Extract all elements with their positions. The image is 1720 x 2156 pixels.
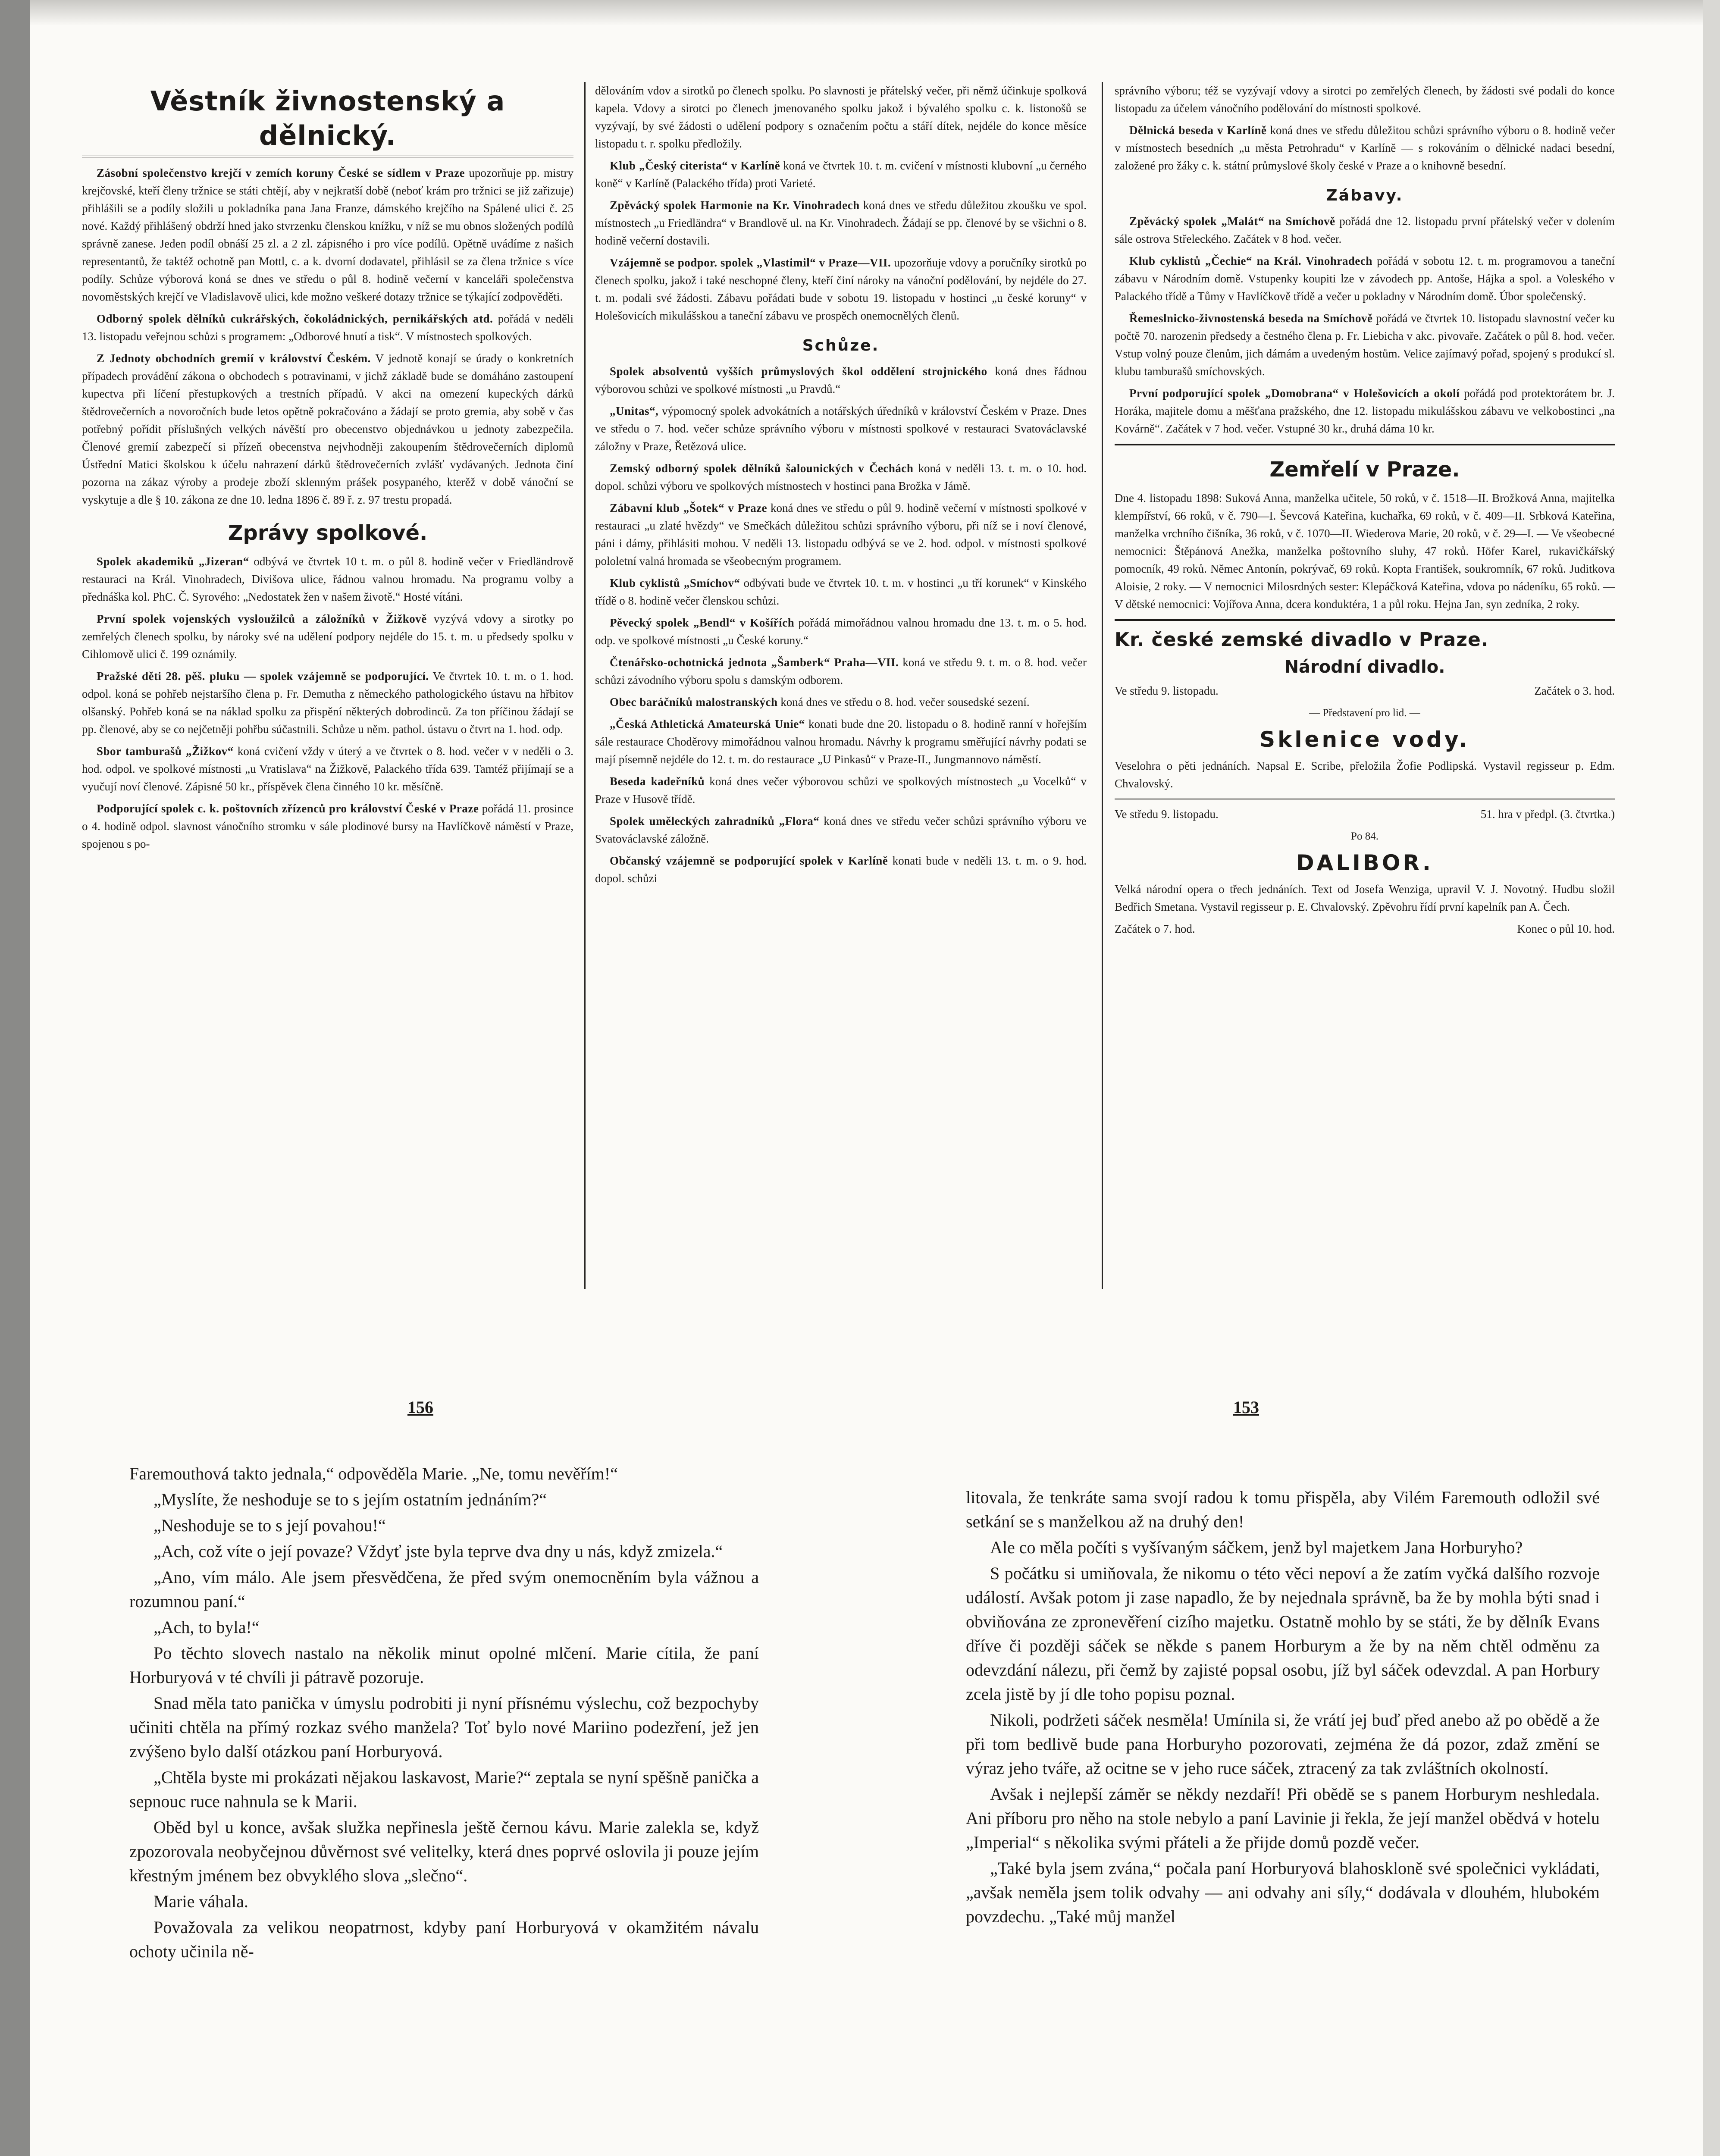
story-paragraph: „Ano, vím málo. Ale jsem přesvědčena, že před svým onemocněním byla vážnou a rozumnou paní.“ [129,1567,759,1611]
notice-text: Ve čtvrtek 10. t. m. o 1. hod. odpol. koná se pohřeb nejstaršího člena p. Fr. Demutha z německého pathologického ústavu na hřbitov olšanský. Pohřeb koná se na náklad spolku za přispění některých dobrodinců. Za ton příčinou žádají se pp. členové, aby se co nejčetněji pohřbu súčastnili. Schůze u něm. pathol. ústavu o čtvrt na 1. hod. odp. [82,670,573,736]
novel-column-left [129,1462,759,1965]
notice-item [82,667,573,738]
story-paragraph: „Neshoduje se to s její povahou!“ [154,1516,386,1535]
story-paragraph: litovala, že tenkráte sama svojí radou k tomu přispěla, aby Vilém Faremouth odložil své setkání se s manželkou až na druhý den! [966,1488,1600,1531]
performance-note: — Představení pro lid. — [1309,707,1420,719]
performance-date: Ve středu 9. listopadu. [1115,684,1219,697]
notice-item [595,197,1087,250]
notice-heading: Klub cyklistů „Smíchov“ [610,577,740,589]
novel-column-right [966,1485,1600,1930]
section-rule [1115,444,1615,445]
notice-item [1115,252,1615,305]
notice-heading: Zásobní společenstvo krejčí v zemích koruny České se sídlem v Praze [97,166,465,179]
notice-item [595,812,1087,848]
notice-item [1115,82,1615,117]
notice-heading: Pražské děti 28. pěš. pluku — spolek vzájemně se podporující. [97,670,429,683]
subscription-number: Po 84. [1351,830,1379,842]
section-rule [1115,619,1615,621]
notice-item [1115,310,1615,380]
notice-item [595,654,1087,689]
story-paragraph: Oběd byl u konce, avšak služka nepřinesla ještě černou kávu. Marie zalekla se, když zpozorovala neobyčejnou důvěrnost své velitelky, která dnes poprvé oslovila ji pouze jejím křestným jménem bez obvyklého slova „slečno“. [129,1818,759,1885]
notice-item [1115,385,1615,438]
notice-text: správního výboru; též se vyzývají vdovy a sirotci po zemřelých členech, by žádosti své podali do konce listopadu za účelem vánočního podělování do místnosti spolkové. [1115,84,1615,115]
performance-row [1115,682,1615,700]
notice-text: pořádá ve čtvrtek 10. listopadu slavnostní večer ku počtě 70. narozenin předsedy a čestného člena p. Fr. Liebicha v akc. pivovaře. Začátek o půl 8. hod. večer. Vstup volný pouze členům, jich dámám a uvedeným hostům. Velice zajímavý pořad, spojený s produkcí sl. klubu tamburašů smíchovských. [1115,312,1615,378]
notice-heading: Klub „Český citerista“ v Karlíně [610,159,780,172]
page-number-left: 156 [407,1398,433,1417]
performance-start: Začátek o 7. hod. [1115,922,1195,935]
notice-heading: Čtenářsko-ochotnická jednota „Šamberk“ Praha—VII. [610,656,899,669]
theatre-section [1115,627,1615,938]
play-title: Sklenice vody. [1259,727,1470,752]
masthead: Věstník živnostenský a dělnický. [82,84,573,157]
story-paragraph: „Myslíte, že neshoduje se to s jejím ostatním jednáním?“ [154,1490,547,1509]
notice-heading: „Unitas“, [610,404,659,417]
notice-text: V jednotě konají se úrady o konkretních případech provádění zákona o obchodech s potravinami, v jichž základě bude se domáháno zastoupení kupectva při líčení přestupkových a trestních případů. V akci na omezení kupeckých dárků štědrovečerních a novoročních bude letos opětně pokračováno a žádají se proto gremia, aby sobě v čas potřebný pořídit příslušných velkých návěští pro obecenstvo objednávkou u jednoty zabezpečila. Členové gremií zabezpečí si přízeň obecenstva nejvhodněji zakoupením štědrovečerních diplomů Ústřední Matici školskou k účelu nahrazení dárků štědrovečerních zvlášť vydávaných. Jednota činí pozorna na zákaz výroby a prodeje zboží sklenným prášek posypaného, kterěž v době vánoční se vyskytuje a dle § 10. zákona ze dne 10. ledna 1896 č. 89 ř. z. 97 trestu propadá. [82,352,573,506]
notice-item [82,350,573,509]
notice-heading: Zábavní klub „Šotek“ v Praze [610,501,768,514]
column-right [1115,82,1615,942]
notice-heading: Odborný spolek dělníků cukrářských, čokoládnických, pernikářských atd. [97,312,493,325]
notice-item [82,553,573,606]
notice-heading: Podporující spolek c. k. poštovních zřízenců pro království České v Praze [97,802,479,815]
notice-item [82,610,573,663]
notice-item [1115,213,1615,248]
story-paragraph: Marie váhala. [154,1892,248,1911]
story-paragraph: Po těchto slovech nastalo na několik minut opolné mlčení. Marie cítila, že paní Horburyová v té chvíli ji pátravě pozoruje. [129,1643,759,1687]
notice-heading: Spolek uměleckých zahradníků „Flora“ [610,815,820,827]
notice-text: vyzývá vdovy a sirotky po zemřelých členech spolku, by nároky své na udělení podpory nejdéle do 15. t. m. u předsedy spolku v Cihlomově ulici č. 199 oznámily. [82,612,573,661]
story-paragraph: „Také byla jsem zvána,“ počala paní Horburyová blahoskloně své společnici vykládati, „avšak neměla jsem tolik odvahy — ani odvahy ani síly,“ dodávala v dlouhém, hlubokém povzdechu. „Také můj manžel [966,1858,1600,1926]
notice-text: pořádá pod protektorátem br. J. Horáka, majitele domu a měšťana pražského, dne 12. listopadu mikulášskou zábavu ve velkobostinci „na Kovárně“. Začátek v 7 hod. večer. Vstupné 30 kr., druhá dáma 10 kr. [1115,387,1615,435]
section-subheading: Schůze. [802,337,880,354]
notice-text: pořádá v neděli 13. listopadu veřejnou schůzi s programem: „Odborové hnutí a tisk“. V místnostech spolkových. [82,312,573,343]
notice-heading: „Česká Athletická Amateurská Unie“ [610,718,805,730]
notice-heading: Spolek absolventů vyšších průmyslových škol oddělení strojnického [610,365,987,378]
notice-text: dělováním vdov a sirotků po členech spolku. Po slavnosti je přátelský večer, při němž účinkuje spolková kapela. Vdovy a sirotci po členech jmenovaného spolku jakož i bývalého spolku c. k. listonošů se vyzývají, by své žádosti o udělení podpory s označením počtu a stáří dítek, nejdéle do konce měsíce listopadu t. r. spolku předložily. [595,84,1087,150]
story-paragraph: Snad měla tato panička v úmyslu podrobiti ji nyní přísnému výslechu, což bezpochyby učiniti chtěla na přímý rozkaz svého manžela? Toť bylo nové Mariino podezření, jež jen zvýšeno bylo další otázkou paní Horburyová. [129,1693,759,1761]
column-rule [584,82,586,1289]
notice-text: Dne 4. listopadu 1898: Suková Anna, manželka učitele, 50 roků, v č. 1518—II. Brožková Anna, majitelka klempířství, 66 roků, v č. 790—I. Ševcová Kateřina, kuchařka, 69 roků, v č. 409—II. Srbková Kateřina, manželka vrchního čišníka, 36 roků, v č. 1070—II. Wiederova Marie, 20 roků, v č. 29—I. — Ve všeobecné nemocnici: Štěpánová Anežka, manželka poštovního sluhy, 47 roků. Höfer Karel, rukavičkářský pomocník, 49 roků. Němec Antonín, pokrývač, 69 roků. Kopta František, soukromník, 67 roků. Juditkova Aloisie, 2 roky. — V nemocnici Milosrdných sester: Klepáčková Kateřina, vdova po nádeníku, 65 roků. — V dětské nemocnici: Vojířova Anna, dcera konduktéra, 1 a půl roku. Hejna Jan, syn zedníka, 2 roky. [1115,492,1615,611]
column-left [82,84,573,857]
notice-text: koná cvičení vždy v úterý a ve čtvrtek o 8. hod. večer v v neděli o 3. hod. odpol. ve spolkové místnosti „u Vratislava“ na Žižkově, Palackého třída 639. Tamtéž přijímají se a vyučují noví členové. Zápisné 50 kr., příspěvek člena činného 10 kr. měsíčně. [82,745,573,793]
notice-text: konati bude dne 20. listopadu o 8. hodině ranní v hořejším sále restaurace Choděrovy mimořádnou valnou hromadu. Návrhy k programu směřující návrhy podati se mají písemně nejdéle do 12. t. m. do restaurace „U Pinkasů“ v Praze-II., Jungmannovo náměstí. [595,718,1087,766]
notice-text: pořádá mimořádnou valnou hromadu dne 13. t. m. o 5. hod. odp. ve spolkové místnosti „u České koruny.“ [595,616,1087,647]
story-paragraph: Faremouthová takto jednala,“ odpověděla Marie. „Ne, tomu nevěřím!“ [129,1464,618,1483]
notice-item [82,310,573,345]
notice-item [595,614,1087,649]
notice-text: upozorňuje pp. mistry krejčovské, kteří členy tržnice se státi chtějí, aby v nejkratší době (neboť krám pro tržnici se již zařizuje) přihlášili se a podíly složili u pokladníka pana Jana Franze, dámského krejčího na Spálené ulici č. 25 nové. Každý přihlášený obdrží hned jako stvrzenku členskou knížku, v níž se mu obnos složených podílů správně zanese. Jeden podíl obnáší 25 zl. a 2 zl. zápisného i pro více podílů. Opětně uvádíme z našich representantů, že taktéž ochotně pan Mottl, c. a k. dvorní dodavatel, přihlásil se za člena tržnice s více podíly. Schůze výborová koná se dnes ve středu o půl 8. hodině večerní v kanceláři společenstva novoměstských krejčí ve Vladislavově ulici, kde možno veškeré dotazy tržnice se týkající zodpověděti. [82,166,573,303]
performance-row [1115,805,1615,823]
notice-text: upozorňuje vdovy a poručníky sirotků po členech spolku, jakož i také neschopné členy, kteří činí nároky na vánoční podělování, by nejdéle do 27. t. m. podali své žádosti. Zábavu pořádati bude v sobotu 19. listopadu v hostinci „u české koruny“ v Holešovicích mikulášskou a taneční zábavu ve prospěch onemocnělých členů. [595,256,1087,322]
notice-item [82,743,573,796]
performance-date: Ve středu 9. listopadu. [1115,808,1219,821]
notice-text: koná dnes ve středu o půl 9. hodině večerní v místnosti spolkové v restauraci „u zlaté hvězdy“ ve Smečkách důležitou schůzi správního výboru, při níž se i noví členové, páni i dámy, přihlásiti mohou. V neděli 13. listopadu odbývá se ve 2. hod. odpol. v místnosti spolkové pololetní valná hromada se všeobecným programem. [595,501,1087,567]
notice-heading: Sbor tamburašů „Žižkov“ [97,745,234,758]
notice-heading: Pěvecký spolek „Bendl“ v Košířích [610,616,795,629]
story-paragraph: Nikoli, podržeti sáček nesměla! Umínila si, že vrátí jej buď před anebo až po obědě a že při tom bedlivě bude pana Horburyho pozorovati, zejména že dá pozor, zdaž změní se výraz jeho tváře, až ocitne se v jeho ruce sáček, ztracený za tak zvláštních okolností. [966,1710,1600,1778]
notice-text: koná dnes večer výborovou schůzi ve spolkových místnostech „u Vocelků“ v Praze v Husově třídě. [595,775,1087,805]
notice-item [595,460,1087,495]
notice-item [82,800,573,853]
notice-heading: Zpěvácký spolek „Malát“ na Smíchově [1129,215,1335,228]
scan-right-edge [1703,0,1720,2156]
notice-heading: Beseda kadeřníků [610,775,705,788]
notice-text: koná dnes řádnou výborovou schůzi ve spolkové místnosti „u Pravdů.“ [595,365,1087,395]
scan-top-edge [0,0,1720,26]
notice-text: koná dnes ve středu důležitou schůzi správního výboru o 8. hodině večer v místnostech besedních „u města Petrohradu“ v Karlíně — s rokováním o dělnické nadaci besední, založené pro žáky c. k. státní průmyslové školy české v Praze a o knihovně besední. [1115,124,1615,172]
notice-item [595,499,1087,570]
story-paragraph: „Chtěla byste mi prokázati nějakou laskavost, Marie?“ zeptala se nyní spěšně panička a sepnouc ruce nahnula se k Marii. [129,1767,759,1811]
column-rule [1102,82,1103,1289]
notice-text: odbývati bude ve čtvrtek 10. t. m. v hostinci „u tří korunek“ v Kinského třídě o 8. hodině večer členskou schůzi. [595,577,1087,607]
performance-end: Konec o půl 10. hod. [1517,922,1615,935]
notice-heading: První spolek vojenských vysloužilců a záložníků v Žižkově [97,612,427,625]
notice-item [595,693,1087,711]
notice-heading: Vzájemně se podpor. spolek „Vlastimil“ v Praze—VII. [610,256,891,269]
notice-item [1115,489,1615,613]
notice-heading: Spolek akademiků „Jizeran“ [97,555,249,568]
section-heading: Zemřelí v Praze. [1269,458,1460,482]
notice-heading: Obec baráčníků malostranských [610,696,778,708]
notice-heading: Zpěvácký spolek Harmonie na Kr. Vinohradech [610,199,860,212]
notice-text: koná v neděli 13. t. m. o 10. hod. dopol. schůzi výboru ve spolkových místnostech v hostinci pana Brožka v Jámě. [595,462,1087,492]
story-paragraph: Avšak i nejlepší záměr se někdy nezdaří! Při obědě se s panem Horburym neshledala. Ani příboru pro něho na stole nebylo a paní Lavinie ji řekla, že její manžel obědvá v hotelu „Imperial“ s několika svými přáteli a že přijde domů pozdě večer. [966,1784,1600,1852]
notice-item [595,852,1087,887]
notice-item [595,773,1087,808]
story-paragraph: „Ach, to byla!“ [154,1617,260,1637]
subscription-note: 51. hra v předpl. (3. čtvrtka.) [1480,808,1615,821]
notice-item [595,157,1087,192]
notice-item [595,82,1087,153]
notice-text: koná ve čtvrtek 10. t. m. cvičení v místnosti klubovní „u černého koně“ v Karlíně (Palackého třída) proti Varieté. [595,159,1087,190]
notice-text: odbývá ve čtvrtek 10 t. m. o půl 8. hodině večer v Friedländrově restauraci na Král. Vinohradech, Divišova ulice, řádnou valnou hromadu. Na programu volby a přednáška kol. PhC. Č. Syrového: „Nedostatek žen v našem životě.“ Hosté vítáni. [82,555,573,603]
notice-item [1115,122,1615,175]
notice-text: koná ve středu 9. t. m. o 8. hod. večer schůzi závodního výboru spolu s damským odborem. [595,656,1087,686]
play-description: Velká národní opera o třech jednáních. Text od Josefa Wenziga, upravil V. J. Novotný. Hudbu složil Bedřich Smetana. Vystavil regisseur p. E. Chvalovský. Zpěvohru řídí první kapelník pan A. Čech. [1115,883,1615,913]
notice-heading: Klub cyklistů „Čechie“ na Král. Vinohradech [1129,254,1372,267]
performance-start: Začátek o 3. hod. [1534,684,1615,697]
notice-heading: Zemský odborný spolek dělníků šalounických v Čechách [610,462,914,475]
section-heading: Zprávy spolkové. [228,521,428,545]
story-paragraph: Považovala za velikou neopatrnost, kdyby paní Horburyová v okamžitém návalu ochoty učinila ně- [129,1918,759,1961]
theatre-venue: Národní divadlo. [1284,657,1445,677]
notice-text: výpomocný spolek advokátních a notářských úředníků v království Českém v Praze. Dnes ve středu o 7. hod. večer schůze správního výboru v místnosti spolkové v restauraci Svatováclavské záložny v Praze, Řetězová ulice. [595,404,1087,453]
notice-heading: Z Jednoty obchodních gremií v království Českém. [97,352,371,365]
notice-text: pořádá v sobotu 12. t. m. programovou a taneční zábavu v Národním domě. Vstupenky koupiti lze v závodech pp. Antoše, Hájka a spol. a Voleského v Palackého třídě a Tůmy v Havlíčkově třídě a večer u pokladny v Národním domě. Úbor společenský. [1115,254,1615,303]
story-paragraph: S počátku si umiňovala, že nikomu o této věci nepoví a že zatím vyčká dalšího rozvoje událostí. Avšak potom ji zase napadlo, že by nejednala správně, ba že by mohla býti snad i obviňována ze zpronevěření cizího majetku. Ostatně mohlo by se státi, že by dělník Evans dříve či později sáček se někde s panem Horburym a že by na něm chtěl odměnu za odevzdání nálezu, při čemž by zajisté popsal osobu, jíž byl sáček odevzdal. A pan Horbury zcela jistě by jí dle toho popisu poznal. [966,1564,1600,1704]
column-middle [595,82,1087,892]
notice-text: pořádá dne 12. listopadu první přátelský večer v dolením sále ostrova Střeleckého. Začátek v 8 hod. večer. [1115,215,1615,245]
notice-item [595,574,1087,610]
notice-text: pořádá 11. prosince o 4. hodině odpol. slavnost vánočního stromku v sále plodinové bursy na Havlíčkově náměstí v Praze, spojenou s po- [82,802,573,850]
story-paragraph: „Ach, což víte o její povaze? Vždyť jste byla teprve dva dny u nás, když zmizela.“ [154,1542,723,1561]
notice-heading: Dělnická beseda v Karlíně [1129,124,1267,137]
play-description: Veselohra o pěti jednáních. Napsal E. Scribe, přeložila Žofie Podlipská. Vystavil regisseur p. Edm. Chvalovský. [1115,759,1615,790]
notice-item [82,164,573,306]
scan-left-edge [0,0,30,2156]
notice-text: koná dnes ve středu důležitou zkoušku ve spol. místnostech „u Friedländra“ v Brandlově ul. na Kr. Vinohradech. Žádají se pp. členové by se všichni o 8. hodině večerní dostavili. [595,199,1087,247]
page-number-right: 153 [1233,1398,1259,1417]
notice-item [595,363,1087,398]
notice-heading: Řemeslnicko-živnostenská beseda na Smíchově [1129,312,1373,325]
notice-text: koná dnes ve středu večer schůzi správního výboru ve Svatováclavské záložně. [595,815,1087,845]
theatre-title: Kr. české zemské divadlo v Praze. [1115,629,1489,651]
performance-times [1115,920,1615,938]
notice-text: koná dnes ve středu o 8. hod. večer sousedské sezení. [777,696,1030,708]
section-subheading: Zábavy. [1326,187,1404,204]
notice-heading: První podporující spolek „Domobrana“ v Holešovicích a okolí [1129,387,1460,400]
notice-heading: Občanský vzájemně se podporující spolek v Karlíně [610,854,888,867]
play-title: DALIBOR. [1296,850,1433,875]
notice-item [595,254,1087,325]
story-paragraph: Ale co měla počíti s vyšívaným sáčkem, jenž byl majetkem Jana Horburyho? [990,1538,1523,1557]
notice-text: konati bude v neděli 13. t. m. o 9. hod. dopol. schůzi [595,854,1087,885]
notice-item [595,715,1087,768]
notice-item [595,402,1087,455]
